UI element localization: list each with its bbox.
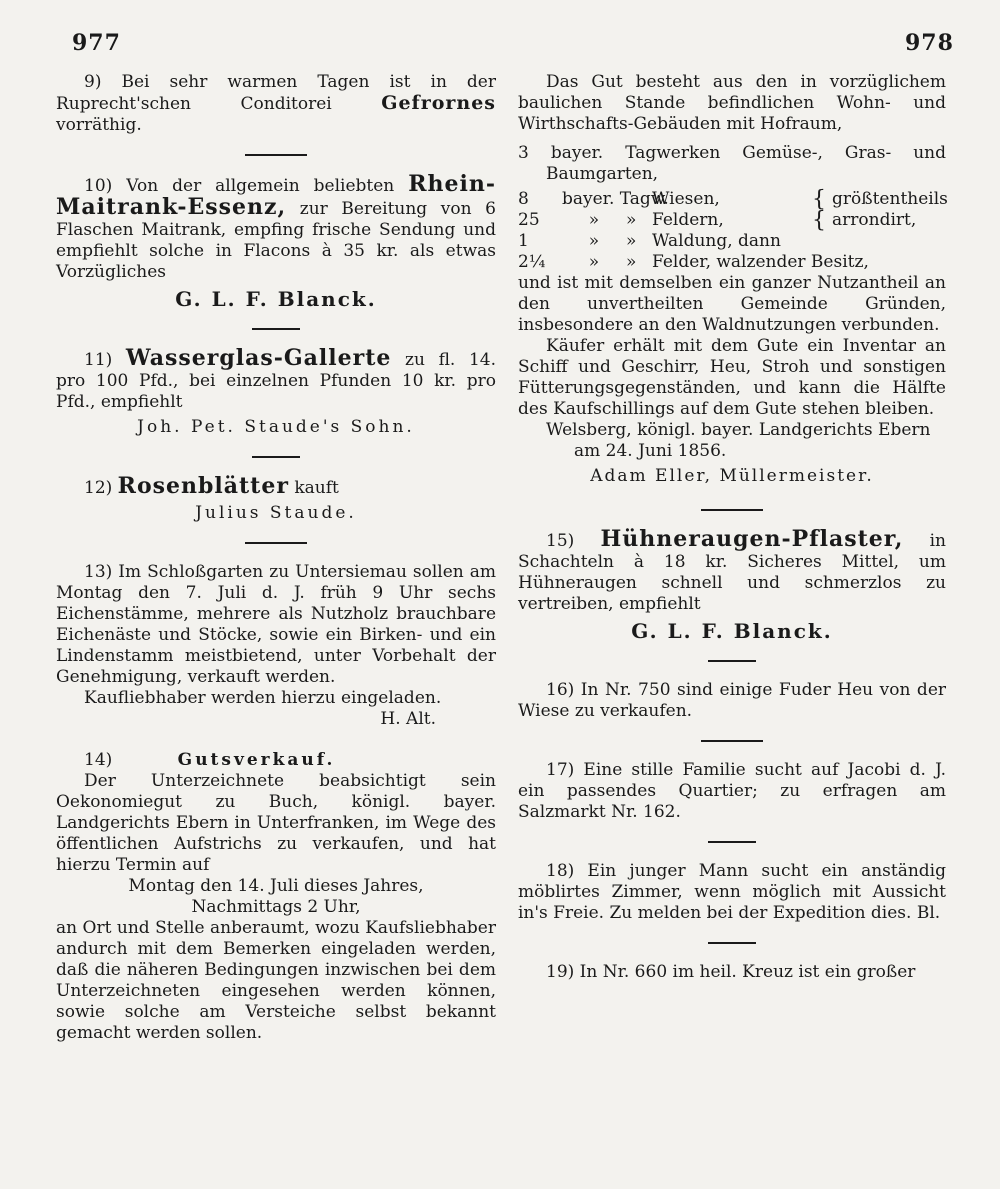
ad-signature: Adam Eller, Müllermeister. bbox=[590, 466, 874, 486]
ad-text: und ist mit demselben ein ganzer Nutzantheil an den unvertheilten Gemeinde Gründen, insbesondere an den Waldnutzungen verbunden. bbox=[518, 273, 946, 335]
ad-number: 10) bbox=[84, 176, 113, 196]
land-count: 3 bbox=[518, 143, 529, 163]
ad-number: 18) bbox=[546, 861, 575, 881]
land-kind: Waldung, dann bbox=[652, 231, 781, 251]
ad-14-continued bbox=[518, 72, 946, 487]
ad-signature: H. Alt. bbox=[380, 709, 436, 729]
ad-text: Kaufliebhaber werden hierzu eingeladen. bbox=[84, 688, 442, 708]
separator-line bbox=[708, 660, 756, 662]
ad-10 bbox=[56, 171, 497, 311]
ad-number: 14) bbox=[84, 750, 113, 770]
land-quote: » bbox=[626, 252, 637, 272]
ad-13 bbox=[56, 562, 496, 730]
ad-number: 17) bbox=[546, 760, 575, 780]
land-count: 8 bbox=[518, 189, 529, 209]
ad-highlight: Rosenblätter bbox=[117, 473, 289, 499]
page-number-right: 978 bbox=[905, 30, 954, 56]
ad-18 bbox=[518, 861, 946, 924]
separator-line bbox=[245, 542, 307, 544]
right-column bbox=[518, 72, 946, 983]
land-kind: Felder, walzender Besitz, bbox=[652, 252, 869, 272]
ad-text: in Schachteln à 18 kr. Sicheres Mittel, um Hühneraugen schnell und schmerzlos zu vertreiben, empfiehlt bbox=[518, 531, 946, 614]
land-note: größtentheils bbox=[832, 189, 948, 209]
ad-signature: G. L. F. Blanck. bbox=[631, 619, 833, 643]
ad-text: Käufer erhält mit dem Gute ein Inventar an Schiff und Geschirr, Heu, Stroh und sonstigen Fütterungsgegenständen, und kann die Hälfte des Kaufschillings auf dem Gute stehen bleiben. bbox=[518, 336, 946, 419]
land-quote: » bbox=[626, 210, 637, 230]
brace: { bbox=[812, 187, 826, 212]
land-text: bayer. Tagwerken Gemüse-, Gras- und Baumgarten, bbox=[546, 143, 947, 184]
ad-15 bbox=[518, 526, 946, 643]
ad-date-line: Nachmittags 2 Uhr, bbox=[191, 897, 361, 917]
ad-highlight: Hühneraugen-Pflaster, bbox=[600, 526, 904, 552]
ad-number: 9) bbox=[84, 72, 102, 92]
ad-text: an Ort und Stelle anberaumt, wozu Kaufsliebhaber andurch mit dem Bemerken eingeladen werden, daß die näheren Bedingungen inzwischen bei dem Unterzeichneten eingesehen werden können, sowie solche am Versteiche selbst bekannt gemacht werden sollen. bbox=[56, 918, 496, 1043]
land-count: 2¼ bbox=[518, 252, 546, 272]
ad-19 bbox=[518, 962, 946, 983]
ad-17 bbox=[518, 760, 946, 823]
land-quote: » bbox=[626, 231, 637, 251]
ad-text: In Nr. 660 im heil. Kreuz ist ein großer bbox=[579, 962, 916, 982]
ad-12 bbox=[56, 473, 496, 524]
page-number-left: 977 bbox=[72, 30, 121, 56]
ad-number: 16) bbox=[546, 680, 575, 700]
ad-14 bbox=[56, 750, 496, 1044]
land-kind: Feldern, bbox=[652, 210, 724, 230]
land-unit: » bbox=[588, 252, 600, 272]
ad-text: In Nr. 750 sind einige Fuder Heu von der Wiese zu verkaufen. bbox=[518, 680, 946, 721]
brace: { bbox=[812, 208, 826, 233]
ad-signature: G. L. F. Blanck. bbox=[175, 287, 377, 311]
ad-text: zu fl. 14. pro 100 Pfd., bei einzelnen Pfunden 10 kr. pro Pfd., empfiehlt bbox=[56, 350, 496, 412]
separator-line bbox=[245, 154, 307, 156]
ad-text: Ein junger Mann sucht ein anständig möblirtes Zimmer, wenn möglich mit Aussicht in's Freie. Zu melden bei der Expedition dies. Bl. bbox=[518, 861, 946, 923]
ad-number: 12) bbox=[84, 478, 113, 498]
land-kind: Wiesen, bbox=[652, 189, 720, 209]
separator-line bbox=[252, 328, 300, 330]
land-unit: bayer. Tagw. bbox=[562, 189, 669, 209]
ad-number: 11) bbox=[84, 350, 113, 370]
land-count: 1 bbox=[518, 231, 529, 251]
ad-text: Der Unterzeichnete beabsichtigt sein Oekonomiegut zu Buch, königl. bayer. Landgerichts Ebern in Unterfranken, im Wege des öffentlichen Aufstrichs zu verkaufen, und hat hierzu Termin auf bbox=[56, 771, 496, 875]
separator-line bbox=[252, 456, 300, 458]
land-unit: » bbox=[588, 231, 600, 251]
land-count: 25 bbox=[518, 210, 540, 230]
ad-text: Das Gut besteht aus den in vorzüglichem baulichen Stande befindlichen Wohn- und Wirthschafts-Gebäuden mit Hofraum, bbox=[518, 72, 946, 134]
ad-highlight: Gefrornes bbox=[381, 92, 496, 114]
ad-9 bbox=[56, 72, 496, 136]
ad-11 bbox=[56, 345, 496, 438]
separator-line bbox=[701, 509, 763, 511]
left-column bbox=[56, 72, 496, 1044]
ad-text: Bei sehr warmen Tagen ist in der Ruprecht'schen Conditorei bbox=[56, 72, 496, 114]
ad-signature: Joh. Pet. Staude's Sohn. bbox=[137, 417, 415, 437]
ad-text: Eine stille Familie sucht auf Jacobi d. J. ein passendes Quartier; zu erfragen am Salzmarkt Nr. 162. bbox=[518, 760, 946, 822]
ad-signature: Julius Staude. bbox=[195, 503, 357, 523]
ad-text: zur Bereitung von 6 Flaschen Maitrank, empfing frische Sendung und empfiehlt solche in Flacons à 35 kr. als etwas Vorzügliches bbox=[56, 199, 496, 282]
ad-text: kauft bbox=[294, 478, 339, 498]
ad-number: 15) bbox=[546, 531, 575, 551]
ad-highlight: Wasserglas-Gallerte bbox=[125, 345, 392, 371]
separator-line bbox=[701, 740, 763, 742]
ad-date-line: Montag den 14. Juli dieses Jahres, bbox=[128, 876, 424, 896]
ad-text: Von der allgemein beliebten bbox=[126, 176, 395, 196]
land-unit: » bbox=[588, 210, 600, 230]
ad-text: vorräthig. bbox=[56, 115, 142, 135]
separator-line bbox=[708, 942, 756, 944]
ad-place-line: am 24. Juni 1856. bbox=[574, 441, 727, 461]
land-note: arrondirt, bbox=[832, 210, 917, 230]
ad-number: 13) bbox=[84, 562, 113, 582]
ad-16 bbox=[518, 680, 946, 722]
separator-line bbox=[708, 841, 756, 843]
ad-place-line: Welsberg, königl. bayer. Landgerichts Ebern bbox=[546, 420, 931, 440]
ad-number: 19) bbox=[546, 962, 575, 982]
ad-text: Im Schloßgarten zu Untersiemau sollen am Montag den 7. Juli d. J. früh 9 Uhr sechs Eichenstämme, mehrere als Nutzholz brauchbare Eichenäste und Stöcke, sowie ein Birken- und ein Lindenstamm meistbietend, unter Vorbehalt der Genehmigung, verkauft werden. bbox=[56, 562, 496, 687]
ad-highlight: Rhein-Maitrank-Essenz, bbox=[56, 171, 497, 220]
ad-heading: Gutsverkauf. bbox=[177, 750, 336, 770]
land-table bbox=[518, 189, 946, 273]
